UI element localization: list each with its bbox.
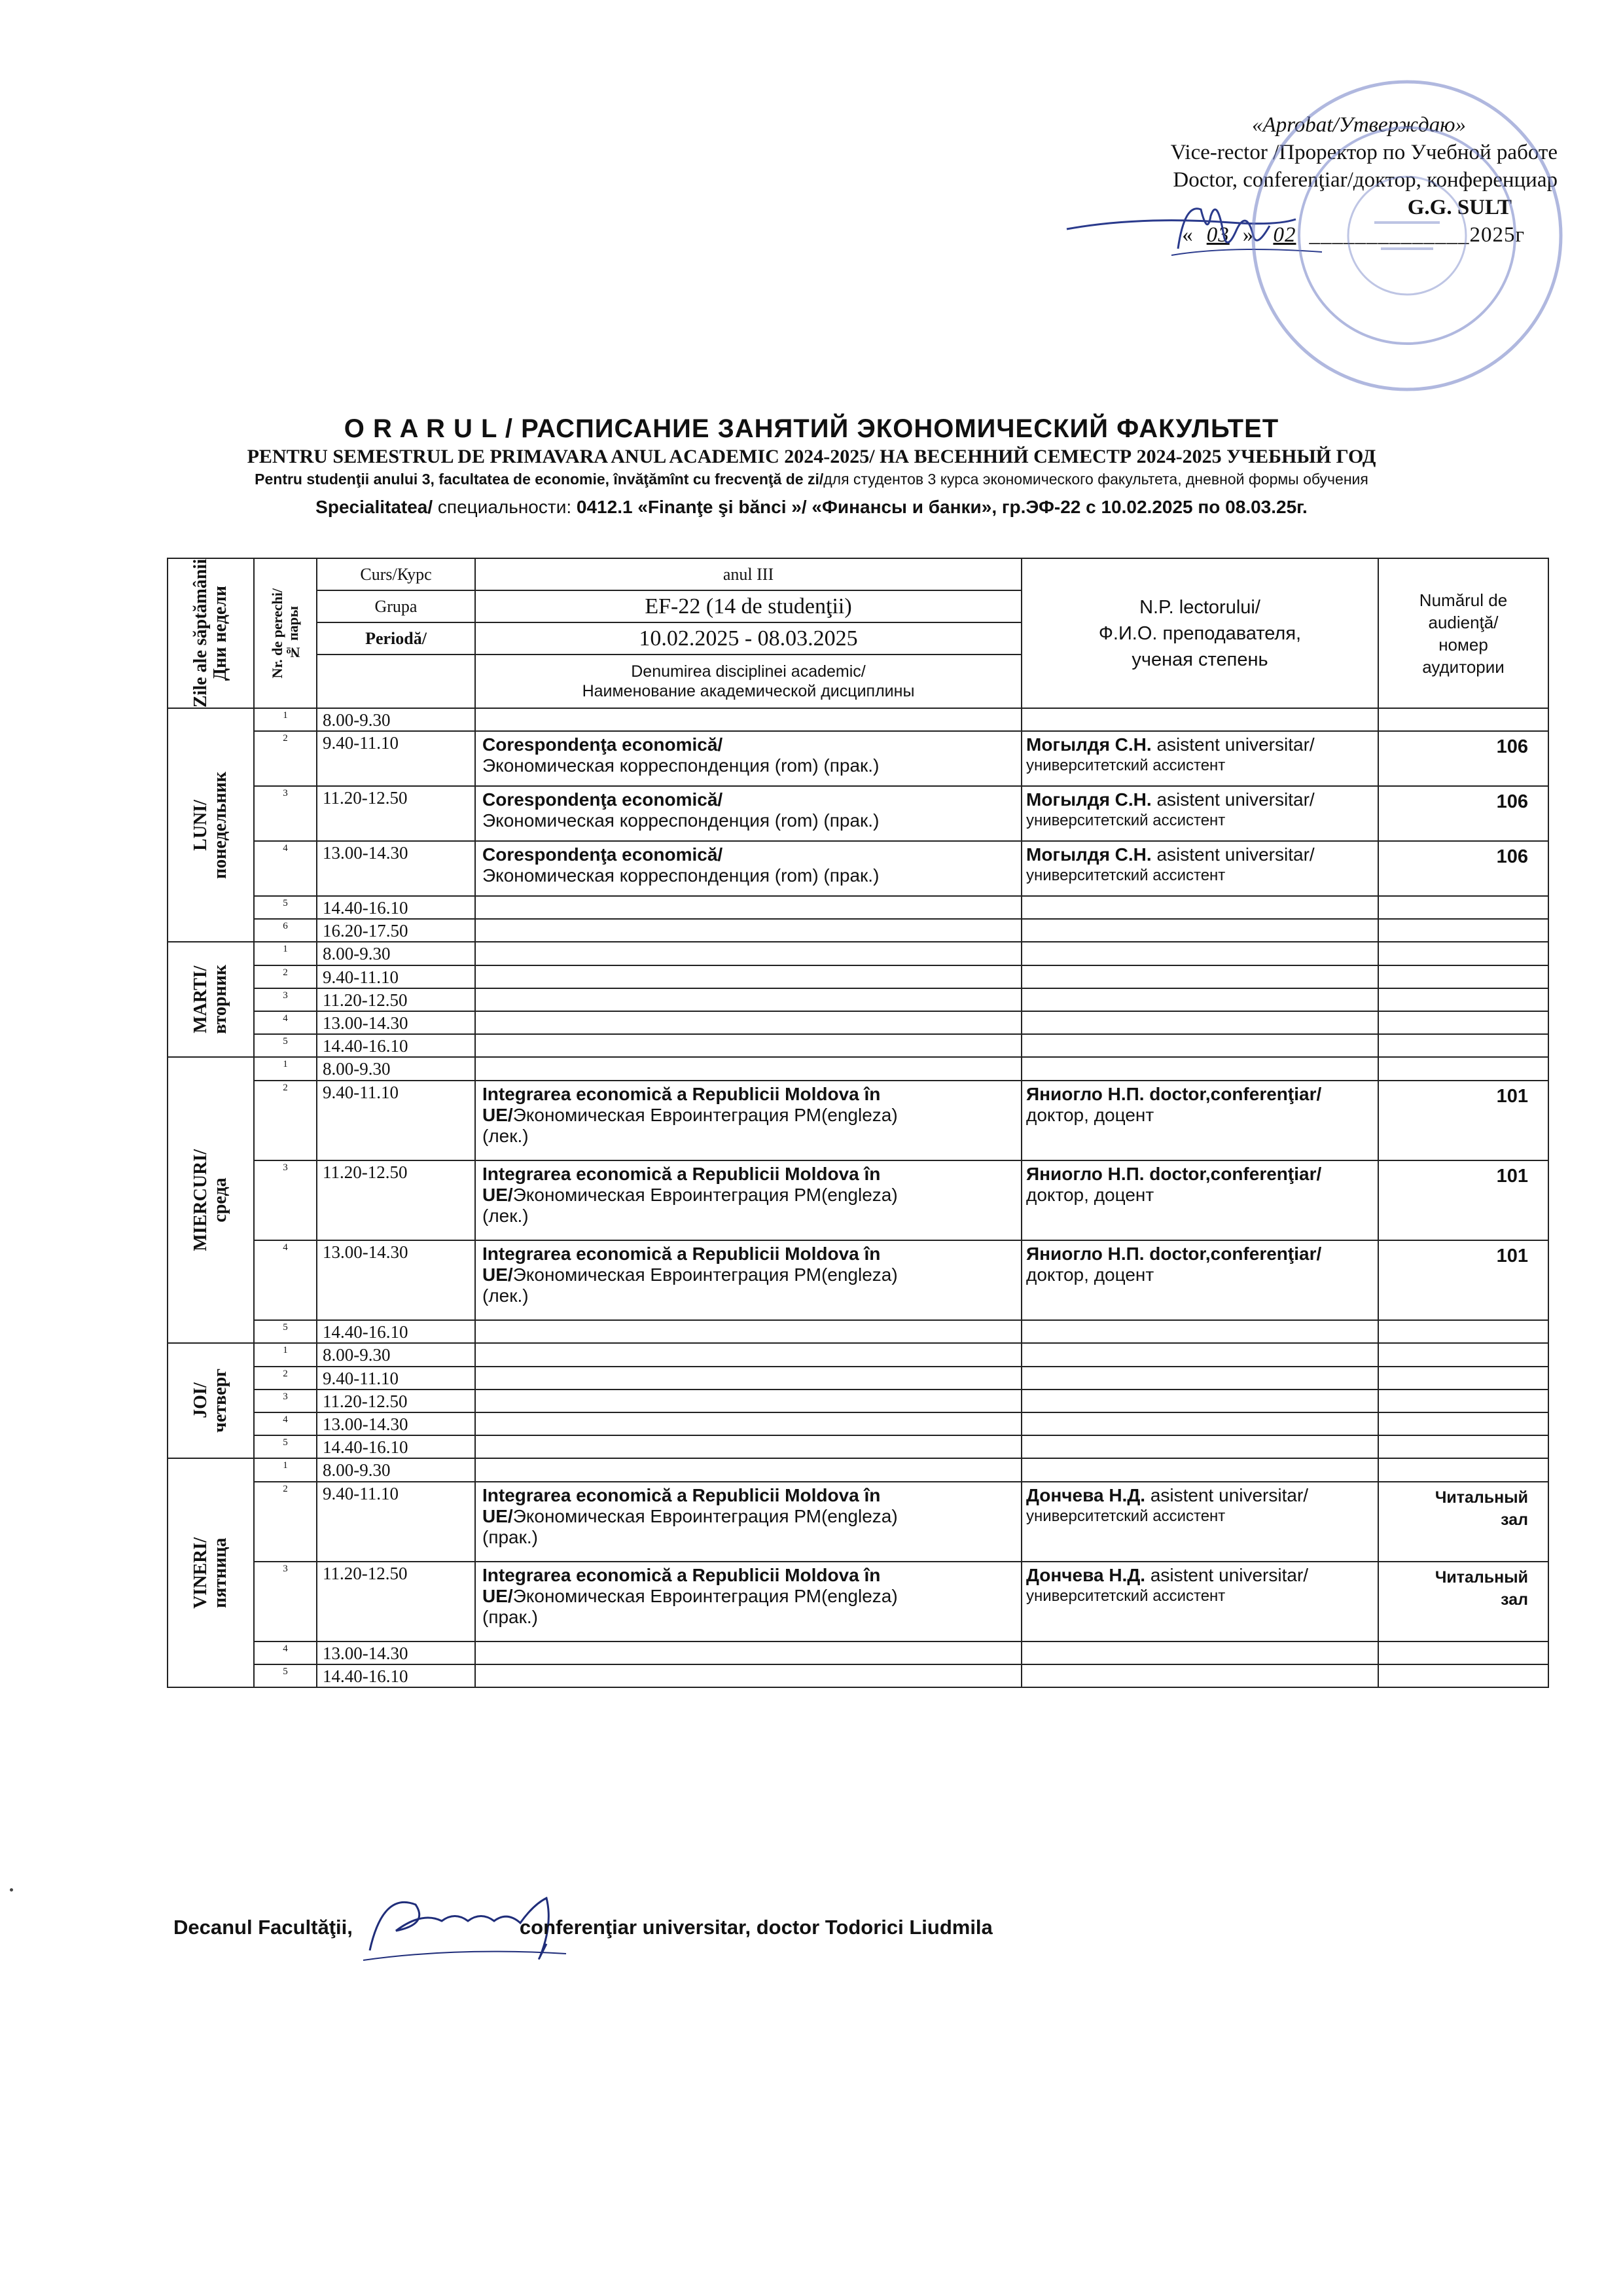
schedule-row: 3 11.20-12.50 Integrarea economică a Republicii Moldova în UE/Экономическая Евроинтеграция РМ(engleza) (лек.) Яниогло Н.П. doctor,conferenţiar/ доктор, доцент 101 [168,1160,1548,1240]
schedule-row: 4 13.00-14.30 Corespondenţa economică/ Экономическая корреспонденция (rom) (прак.) Могылдя С.Н. asistent universitar/ университетский ассистент 106 [168,841,1548,896]
approval-day: 03 [1206,223,1230,247]
lecturer-cell: Дончева Н.Д. asistent universitar/ университетский ассистент [1022,1562,1378,1641]
pair-time: 8.00-9.30 [317,708,475,731]
grupa-value: EF-22 (14 de studenţii) [475,590,1022,622]
lecturer-cell: Могылдя С.Н. asistent universitar/ университетский ассистент [1022,841,1378,896]
day-monday: LUNI/ понедельник [168,708,254,942]
days-column-header: Zile ale săptămânii Дни недели [168,558,254,708]
pair-number: 1 [254,708,317,731]
lecturer-column-header: N.P. lectorului/ Ф.И.О. преподавателя, ученая степень [1022,558,1378,708]
discipline-cell: Integrarea economică a Republicii Moldova în UE/Экономическая Евроинтеграция РМ(engleza) (лек.) [475,1160,1022,1240]
room-cell: 101 [1378,1081,1548,1160]
lecturer-cell: Яниогло Н.П. doctor,conferenţiar/ доктор, доцент [1022,1081,1378,1160]
approval-name: G.G. SULT [1407,196,1512,219]
discipline-cell: Integrarea economică a Republicii Moldova în UE/Экономическая Евроинтеграция РМ(engleza) (прак.) [475,1482,1022,1562]
lecturer-cell: Яниогло Н.П. doctor,conferenţiar/ доктор, доцент [1022,1160,1378,1240]
perioada-label: Periodă/ [317,622,475,655]
official-stamp [1243,72,1571,399]
approval-year: 2025г [1469,223,1525,247]
curs-label: Curs/Курс [317,558,475,590]
pair-column-header: Nr. de perechi/ № пары [254,558,317,708]
dean-title: conferenţiar universitar, doctor Todorici Liudmila [519,1916,993,1939]
room-cell: Читальный зал [1378,1562,1548,1641]
students-line: Pentru studenţii anului 3, facultatea de economie, învăţămînt cu frecvenţă de zi/для студентов 3 курса экономического факультета, дневной формы обучения [255,471,1368,488]
discipline-cell: Integrarea economică a Republicii Moldova în UE/Экономическая Евроинтеграция РМ(engleza) (лек.) [475,1240,1022,1320]
room-cell: 106 [1378,786,1548,841]
perioada-value: 10.02.2025 - 08.03.2025 [475,622,1022,655]
room-cell: 106 [1378,731,1548,786]
schedule-table: Zile ale săptămânii Дни недели Nr. de perechi/ № пары Curs/Курс anul III N.P. lectorului/ Ф.И.О. преподавателя, ученая степень Numărul de audienţă/ номер аудитории Grupa EF-22 (14 de studenţii) Periodă/ 10.02.2025 - 08.03.2025 Denumirea disciplinei academic/ Наименование академической дисциплины LUNI/ понедельник 1 8.00-9.30 2 9.40-11.10 Corespondenţa economică/ Экономическая корреспонденция (rom) (прак.) Могылдя С.Н. asistent universitar/ университетский ассистент 106 3 11.20-12.50 Corespondenţa economică/ Экономическая корреспонденция (rom) (прак.) Могылдя С.Н. asistent universitar/ университетский ассистент 106 4 13.00-14.30 Corespondenţa economică/ Экономическая корреспонденция (rom) (прак.) Могылдя С.Н. asistent universitar/ университетский ассистент 106 5 14.40-16.10 6 16.20-17.50 MARTI/ вторник 1 8.00-9.30 2 9.40-11.10 3 11.20-12.50 4 13.00-14.30 5 14.40-16.10 MIERCURI/ среда 1 8.00-9.30 2 9.40-11.10 Integrarea economică a Republicii Moldova în UE/Экономическая Евроинтеграция РМ(engleza) (лек.) Яниогло Н.П. doctor,conferenţiar/ доктор, доцент 101 3 11.20-12.50 Integrarea economică a Republicii Moldova în UE/Экономическая Евроинтеграция РМ(engleza) (лек.) Яниогло Н.П. doctor,conferenţiar/ доктор, доцент 101 4 13.00-14.30 Integrarea economică a Republicii Moldova în UE/Экономическая Евроинтеграция РМ(engleza) (лек.) Яниогло Н.П. doctor,conferenţiar/ доктор, доцент 101 5 14.40-16.10 JOI/ четверг 1 8.00-9.30 2 9.40-11.10 3 11.20-12.50 4 13.00-14.30 5 14.40-16.10 VINERI/ пятница 1 8.00-9.30 2 9.40-11.10 Integrarea economică a Republicii Moldova în UE/Экономическая Евроинтеграция РМ(engleza) (прак.) Дончева Н.Д. asistent universitar/ университетский ассистент Читальный зал 3 11.20-12.50 Integrarea economică a Republicii Moldova în UE/Экономическая Евроинтеграция РМ(engleza) (прак.) Дончева Н.Д. asistent universitar/ университетский ассистент Читальный зал 4 13.00-14.30 5 14.40-16.10 [167,558,1549,1688]
approval-title: «Aprobat/Утверждаю» [1252,113,1466,137]
schedule-row: 2 9.40-11.10 Corespondenţa economică/ Экономическая корреспонденция (rom) (прак.) Могылдя С.Н. asistent universitar/ университетский ассистент 106 [168,731,1548,786]
scan-speck [10,1888,13,1892]
schedule-row: 2 9.40-11.10 Integrarea economică a Republicii Moldova în UE/Экономическая Евроинтеграция РМ(engleza) (лек.) Яниогло Н.П. doctor,conferenţiar/ доктор, доцент 101 [168,1081,1548,1160]
lecturer-cell: Дончева Н.Д. asistent universitar/ университетский ассистент [1022,1482,1378,1562]
lecturer-cell: Могылдя С.Н. asistent universitar/ университетский ассистент [1022,731,1378,786]
discipline-column-header: Denumirea disciplinei academic/ Наименование академической дисциплины [475,655,1022,708]
discipline-cell: Corespondenţa economică/ Экономическая корреспонденция (rom) (прак.) [475,786,1022,841]
curs-value: anul III [475,558,1022,590]
schedule-row: 2 9.40-11.10 Integrarea economică a Republicii Moldova în UE/Экономическая Евроинтеграция РМ(engleza) (прак.) Дончева Н.Д. asistent universitar/ университетский ассистент Читальный зал [168,1482,1548,1562]
room-cell: 101 [1378,1160,1548,1240]
lecturer-cell: Яниогло Н.П. doctor,conferenţiar/ доктор, доцент [1022,1240,1378,1320]
document-subtitle: PENTRU SEMESTRUL DE PRIMAVARA ANUL ACADEMIC 2024-2025/ НА ВЕСЕННИЙ СЕМЕСТР 2024-2025 УЧЕБНЫЙ ГОД [247,446,1376,467]
room-cell: 101 [1378,1240,1548,1320]
document-titles [0,412,1623,521]
grupa-label: Grupa [317,590,475,622]
schedule-row: 3 11.20-12.50 Corespondenţa economică/ Экономическая корреспонденция (rom) (прак.) Могылдя С.Н. asistent universitar/ университетский ассистент 106 [168,786,1548,841]
day-thursday: JOI/ четверг [168,1343,254,1458]
lecturer-cell: Могылдя С.Н. asistent universitar/ университетский ассистент [1022,786,1378,841]
approval-line2: Doctor, conferenţiar/доктор, конференциар [1173,168,1558,192]
discipline-cell: Corespondenţa economică/ Экономическая корреспонденция (rom) (прак.) [475,731,1022,786]
day-tuesday: MARTI/ вторник [168,942,254,1057]
dean-line [173,1916,993,1939]
room-cell: 106 [1378,841,1548,896]
discipline-cell: Corespondenţa economică/ Экономическая корреспонденция (rom) (прак.) [475,841,1022,896]
discipline-cell: Integrarea economică a Republicii Moldova în UE/Экономическая Евроинтеграция РМ(engleza) (лек.) [475,1081,1022,1160]
document-title: O R A R U L / РАСПИСАНИЕ ЗАНЯТИЙ ЭКОНОМИЧЕСКИЙ ФАКУЛЬТЕТ [344,414,1279,443]
approval-date: « 03 » 02 ______________2025г [1182,223,1525,247]
approval-line1: Vice-rector /Проректор по Учебной работе [1170,141,1558,164]
approval-month: 02 [1273,223,1296,247]
dean-label: Decanul Facultăţii, [173,1916,353,1939]
day-wednesday: MIERCURI/ среда [168,1057,254,1343]
day-friday: VINERI/ пятница [168,1458,254,1687]
room-cell: Читальный зал [1378,1482,1548,1562]
schedule-row: 4 13.00-14.30 Integrarea economică a Republicii Moldova în UE/Экономическая Евроинтеграция РМ(engleza) (лек.) Яниогло Н.П. doctor,conferenţiar/ доктор, доцент 101 [168,1240,1548,1320]
discipline-cell: Integrarea economică a Republicii Moldova în UE/Экономическая Евроинтеграция РМ(engleza) (прак.) [475,1562,1022,1641]
specialty-line: Specialitatea/ специальности: 0412.1 «Finanţe şi bănci »/ «Финансы и банки», гр.ЭФ-22 с 10.02.2025 по 08.03.25г. [315,497,1308,517]
schedule-row: 3 11.20-12.50 Integrarea economică a Republicii Moldova în UE/Экономическая Евроинтеграция РМ(engleza) (прак.) Дончева Н.Д. asistent universitar/ университетский ассистент Читальный зал [168,1562,1548,1641]
room-column-header: Numărul de audienţă/ номер аудитории [1378,558,1548,708]
